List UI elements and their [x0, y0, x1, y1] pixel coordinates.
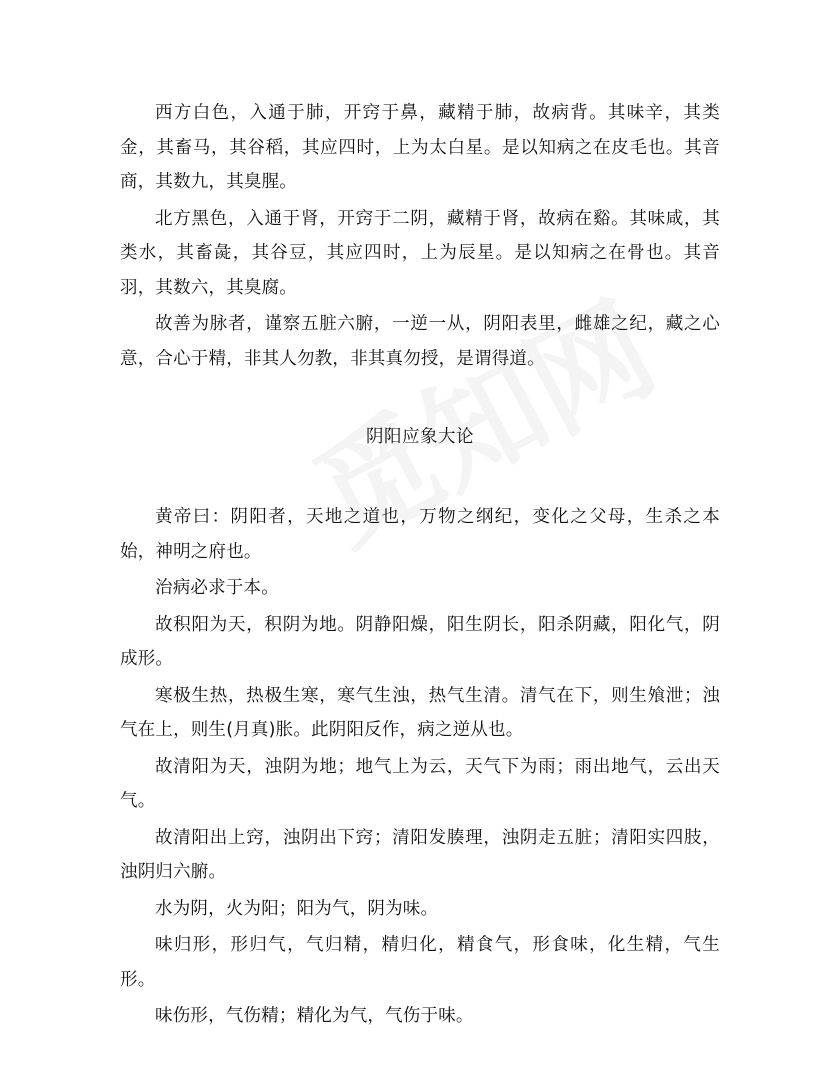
- paragraph-flavor-harm: 味伤形，气伤精；精化为气，气伤于味。: [155, 1006, 474, 1026]
- paragraph-accumulate: 故积阳为天，积阴为地。阴静阳燥，阳生阴长，阳杀阴藏，阳化气，阴成形。: [120, 614, 720, 669]
- paragraph-clear-yang-orifice: 故清阳出上窍，浊阴出下窍；清阳发腠理，浊阴走五脏；清阳实四肢，浊阴归六腑。: [120, 827, 720, 882]
- paragraph-water-fire: 水为阴，火为阳；阳为气，阴为味。: [155, 898, 439, 919]
- paragraph-treat-root: 治病必求于本。: [155, 578, 279, 598]
- paragraph-north: 北方黑色，入通于肾，开窍于二阴，藏精于肾，故病在谿。其味咸，其类水，其畜彘，其谷豆，其应四时，上为辰星。是以知病之在骨也。其音羽，其数六，其臭腐。: [120, 208, 720, 298]
- paragraph-flavor-form: 味归形，形归气，气归精，精归化，精食气，形食味，化生精，气生形。: [120, 935, 720, 990]
- paragraph-huangdi: 黄帝曰：阴阳者，天地之道也，万物之纲纪，变化之父母，生杀之本始，神明之府也。: [120, 507, 720, 562]
- document-page: [120, 96, 720, 1036]
- paragraph-cold-heat: 寒极生热，热极生寒，寒气生浊，热气生清。清气在下，则生飧泄；浊气在上，则生(月真)胀。此阴阳反作，病之逆从也。: [120, 685, 720, 740]
- paragraph-west: 西方白色，入通于肺，开窍于鼻，藏精于肺，故病背。其味辛，其类金，其畜马，其谷稻，其应四时，上为太白星。是以知病之在皮毛也。其音商，其数九，其臭腥。: [120, 103, 720, 192]
- paragraph-pulse: 故善为脉者，谨察五脏六腑，一逆一从，阴阳表里，雌雄之纪，藏之心意，合心于精，非其人勿教，非其真勿授，是谓得道。: [120, 314, 720, 369]
- section-title: 阴阳应象大论: [366, 427, 474, 447]
- paragraph-clear-yang-sky: 故清阳为天，浊阴为地；地气上为云，天气下为雨；雨出地气，云出天气。: [120, 756, 720, 811]
